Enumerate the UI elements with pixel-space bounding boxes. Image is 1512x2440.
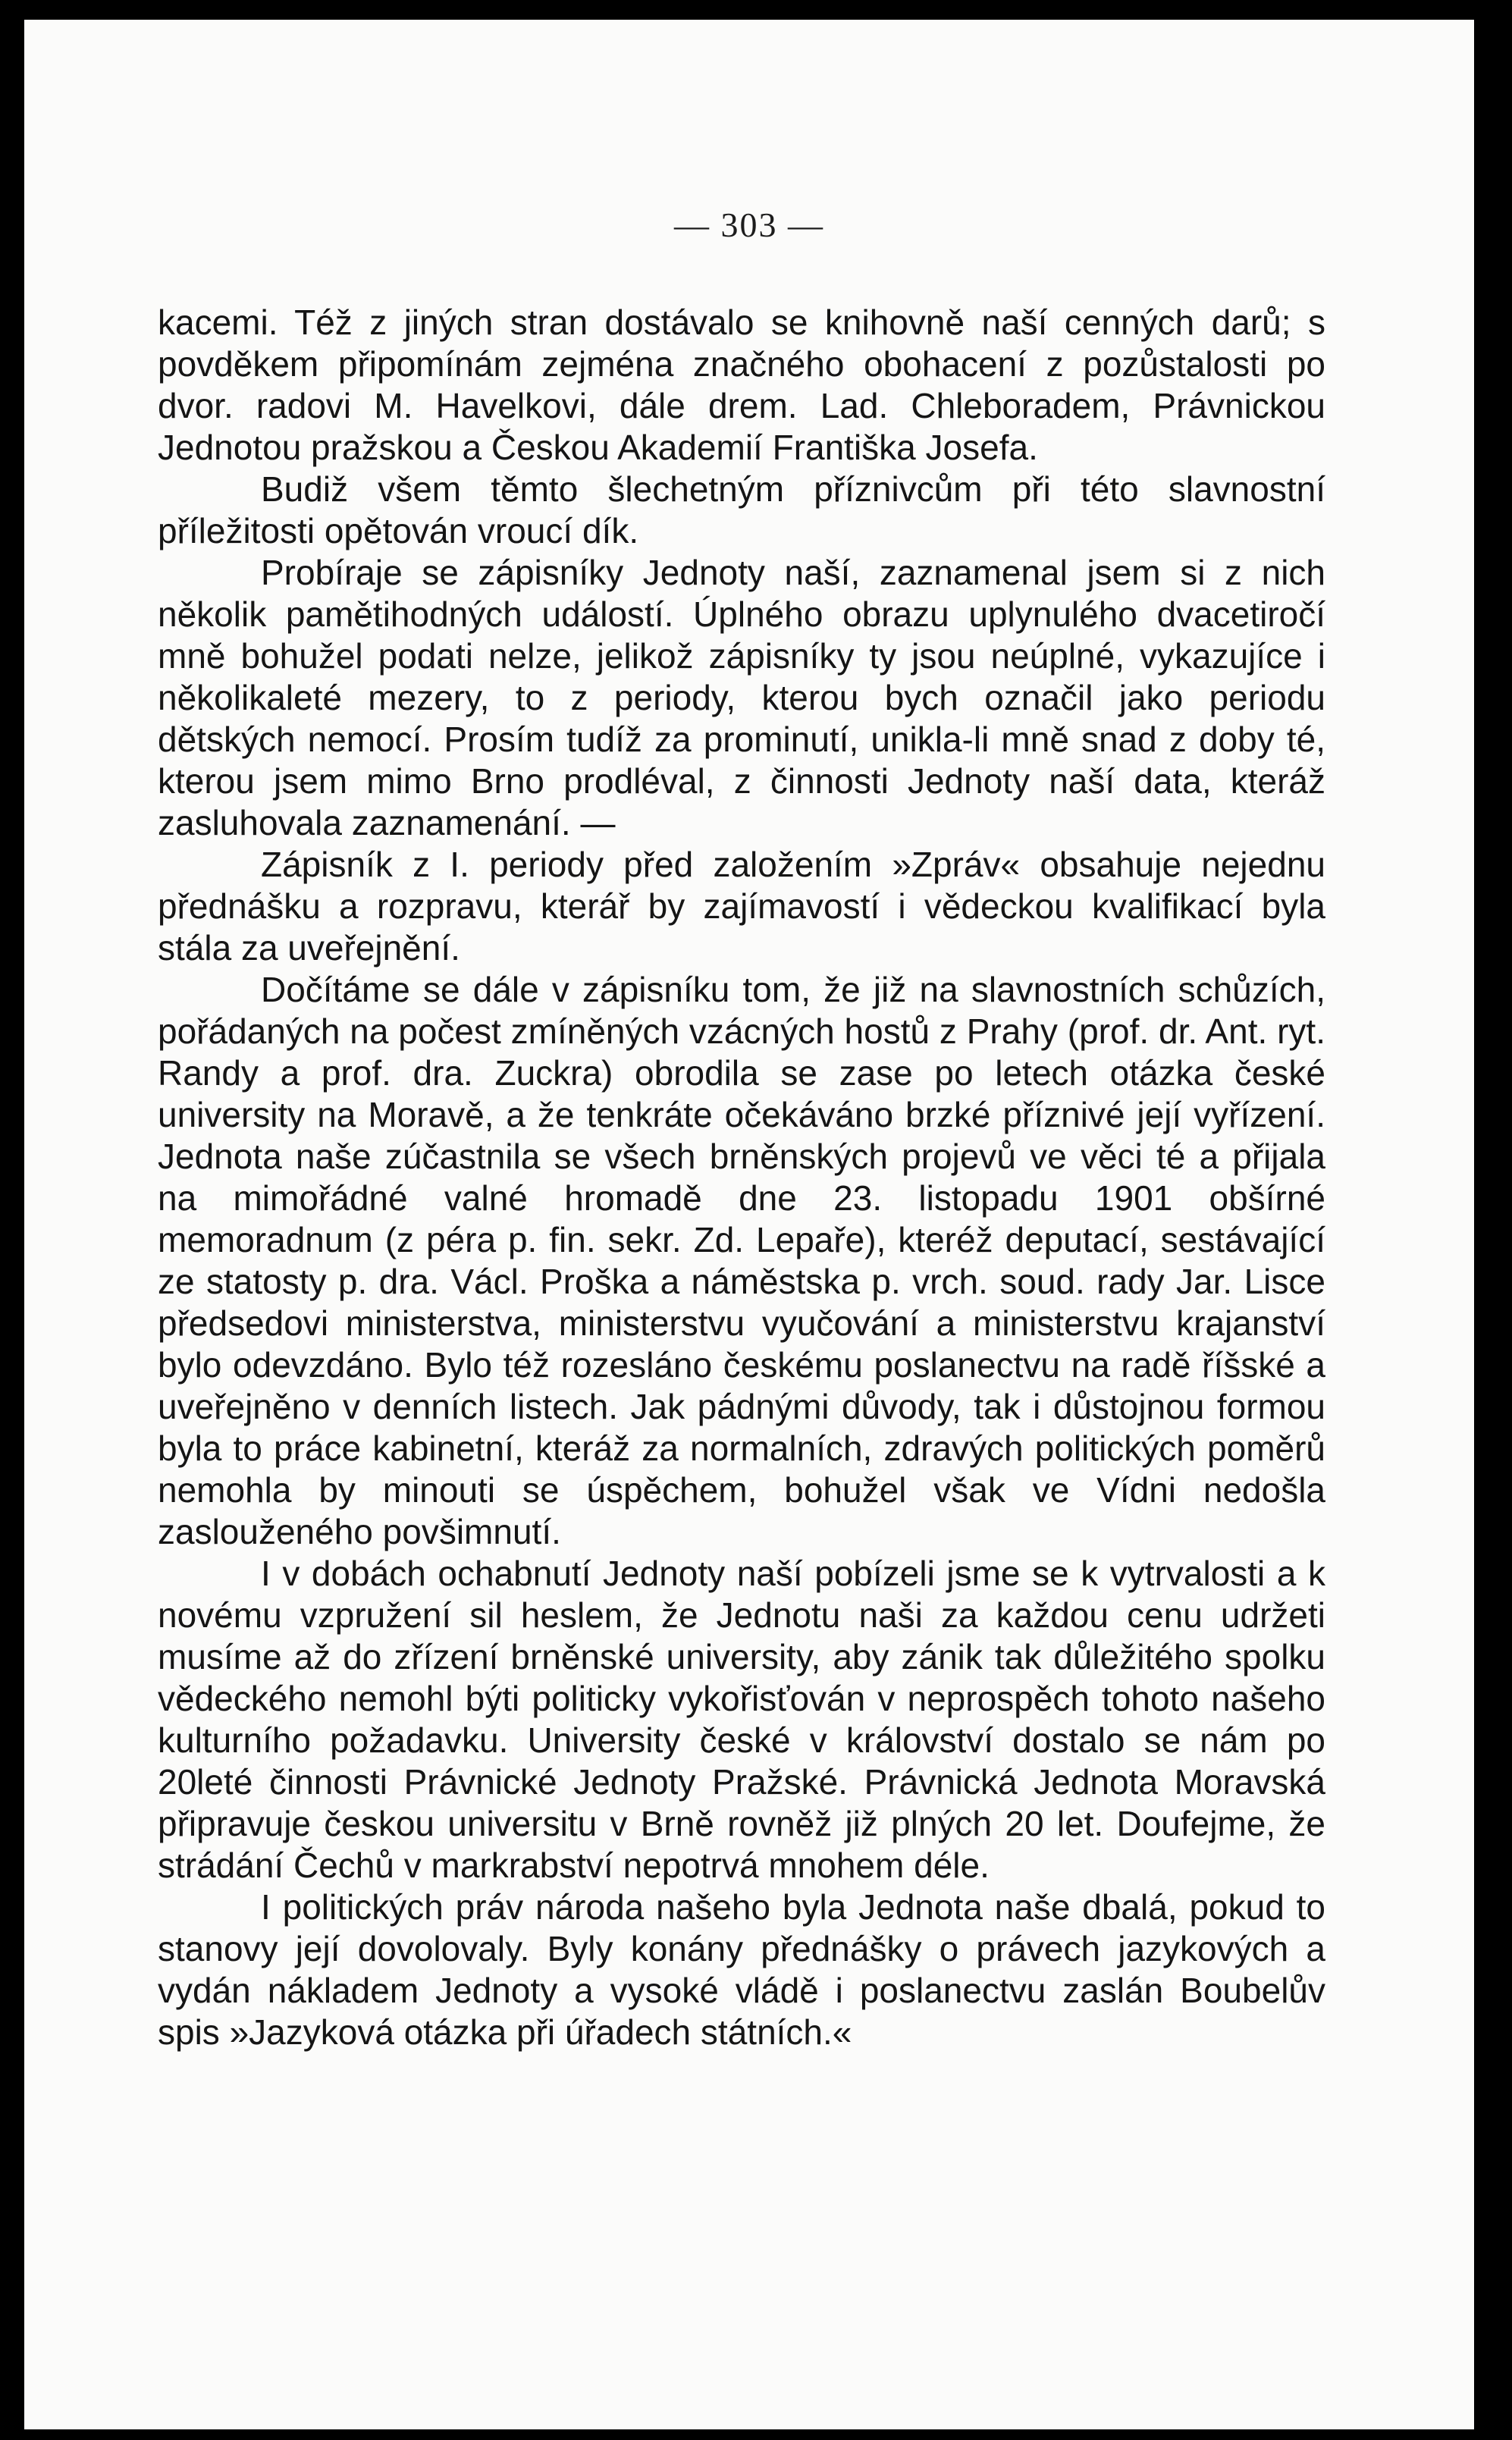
paragraph-3: Probíraje se zápisníky Jednoty naší, zaznamenal jsem si z nich několik pamětihodných událostí. Úplného obrazu uplynulého dvacetiročí mně bohužel podati nelze, jelikož zápisníky ty jsou neúplné, vykazujíce i několikaleté mezery, to z periody, kterou bych označil jako periodu dětských nemocí. Prosím tudíž za prominutí, unikla-li mně snad z doby té, kterou jsem mimo Brno prodléval, z činnosti Jednoty naší data, kteráž zasluhovala zaznamenání. — [158,553,1325,842]
paragraph-4: Zápisník z I. periody před založením »Zpráv« obsahuje nejednu přednášku a rozpravu, kterář by zajímavostí i vědeckou kvalifikací byla stála za uveřejnění. [158,845,1325,968]
paragraph-2: Budiž všem těmto šlechetným příznivcům při této slavnostní příležitosti opětován vroucí dík. [158,469,1325,550]
paragraph-7: I politických práv národa našeho byla Jednota naše dbalá, pokud to stanovy její dovolovaly. Byly konány přednášky o právech jazykových a vydán nákladem Jednoty a vysoké vládě i poslanectvu zaslán Boubelův spis »Jazyková otázka při úřadech státních.« [158,1887,1325,2052]
paragraph-5: Dočítáme se dále v zápisníku tom, že již na slavnostních schůzích, pořádaných na počest zmíněných vzácných hostů z Prahy (prof. dr. Ant. ryt. Randy a prof. dra. Zuckra) obrodila se zase po letech otázka české university na Moravě, a že tenkráte očekáváno brzké příznivé její vyřízení. Jednota naše zúčastnila se všech brněnských projevů ve věci té a přijala na mimořádné valné hromadě dne 23. listopadu 1901 obšírné memoradnum (z péra p. fin. sekr. Zd. Lepaře), kteréž deputací, sestávající ze statosty p. dra. Václ. Proška a náměstska p. vrch. soud. rady Jar. Lisce předsedovi ministerstva, ministerstvu vyučování a ministerstvu krajanství bylo odevzdáno. Bylo též rozesláno českému poslanectvu na radě říšské a uveřejněno v denních listech. Jak pádnými důvody, tak i důstojnou formou byla to práce kabinetní, kteráž za normalních, zdravých politických poměrů nemohla by minouti se úspěchem, bohužel však ve Vídni nedošla zaslouženého povšimnutí. [158,970,1325,1551]
paragraph-1: kacemi. Též z jiných stran dostávalo se knihovně naší cenných darů; s povděkem připomínám zejména značného obohacení z pozůstalosti po dvor. radovi M. Havelkovi, dále drem. Lad. Chleboradem, Právnickou Jednotou pražskou a Českou Akademií Františka Josefa. [158,303,1325,467]
page-number: — 303 — [674,205,824,244]
body-text [158,302,1325,2053]
document-page [24,20,1474,2429]
paragraph-6: I v dobách ochabnutí Jednoty naší pobízeli jsme se k vytrvalosti a k novému vzpružení sil heslem, že Jednotu naši za každou cenu udržeti musíme až do zřízení brněnské university, aby zánik tak důležitého spolku vědeckého nemohl býti politicky vykořisťován v neprospěch tohoto našeho kulturního požadavku. University české v království dostalo se nám po 20leté činnosti Právnické Jednoty Pražské. Právnická Jednota Moravská připravuje českou universitu v Brně rovněž již plných 20 let. Doufejme, že strádání Čechů v markrabství nepotrvá mnohem déle. [158,1554,1325,1885]
